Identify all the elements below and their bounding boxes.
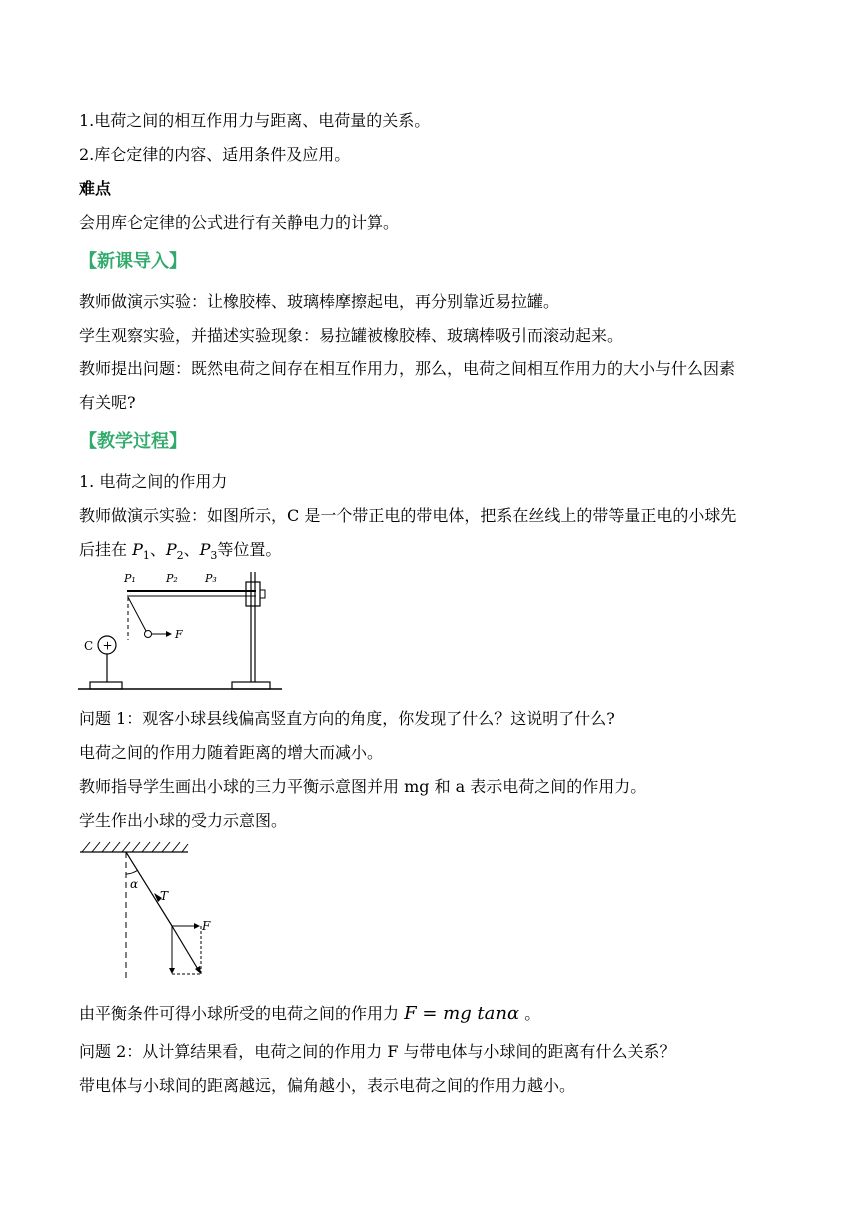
formula-line: 由平衡条件可得小球所受的电荷之间的作用力 F = mg tanα 。 <box>79 1003 541 1024</box>
force-diagram <box>78 838 218 984</box>
label-f: F <box>175 628 183 641</box>
process-paragraph-1a: 教师做演示实验：如图所示，C 是一个带正电的带电体，把系在丝线上的带等量正电的小球先 <box>79 506 737 525</box>
label-p3: P₃ <box>205 572 217 585</box>
question-2: 问题 2：从计算结果看，电荷之间的作用力 F 与带电体与小球间的距离有什么关系？ <box>79 1042 676 1061</box>
label-plus: + <box>102 638 113 653</box>
formula: F = mg tanα <box>404 1003 520 1024</box>
process-subheading-1: 1. 电荷之间的作用力 <box>79 472 228 491</box>
label-p2: P₂ <box>166 572 178 585</box>
intro-paragraph-2: 学生观察实验，并描述实验现象：易拉罐被橡胶棒、玻璃棒吸引而滚动起来。 <box>79 326 624 345</box>
goal-item-1: 1.电荷之间的相互作用力与距离、电荷量的关系。 <box>79 111 431 130</box>
label-f-force: F <box>202 919 211 933</box>
question-1: 问题 1：观客小球县线偏高竖直方向的角度，你发现了什么？这说明了什么? <box>79 709 615 728</box>
difficulty-text: 会用库仑定律的公式进行有关静电力的计算。 <box>79 213 400 232</box>
process-paragraph-2: 教师指导学生画出小球的三力平衡示意图并用 mg 和 a 表示电荷之间的作用力。 <box>79 777 647 796</box>
process-paragraph-3: 学生作出小球的受力示意图。 <box>79 811 288 830</box>
label-p1: P₁ <box>124 572 136 585</box>
apparatus-figure <box>78 568 284 694</box>
intro-heading: 【新课导入】 <box>79 251 187 272</box>
intro-paragraph-3a: 教师提出问题：既然电荷之间存在相互作用力，那么，电荷之间相互作用力的大小与什么因素 <box>79 359 736 378</box>
answer-2: 带电体与小球间的距离越远，偏角越小，表示电荷之间的作用力越小。 <box>79 1076 576 1095</box>
goal-item-2: 2.库仑定律的内容、适用条件及应用。 <box>79 145 351 164</box>
intro-paragraph-3b: 有关呢? <box>79 393 136 412</box>
process-heading: 【教学过程】 <box>79 431 187 452</box>
label-c: C <box>84 639 94 653</box>
process-paragraph-1b: 后挂在 $P_1$、$P_2$、$P_3$等位置。 <box>79 540 282 563</box>
label-alpha: α <box>130 877 139 891</box>
difficulty-heading: 难点 <box>79 179 112 198</box>
answer-1: 电荷之间的作用力随着距离的增大而减小。 <box>79 743 384 762</box>
label-t: T <box>160 889 169 903</box>
intro-paragraph-1: 教师做演示实验：让橡胶棒、玻璃棒摩擦起电，再分别靠近易拉罐。 <box>79 292 560 311</box>
